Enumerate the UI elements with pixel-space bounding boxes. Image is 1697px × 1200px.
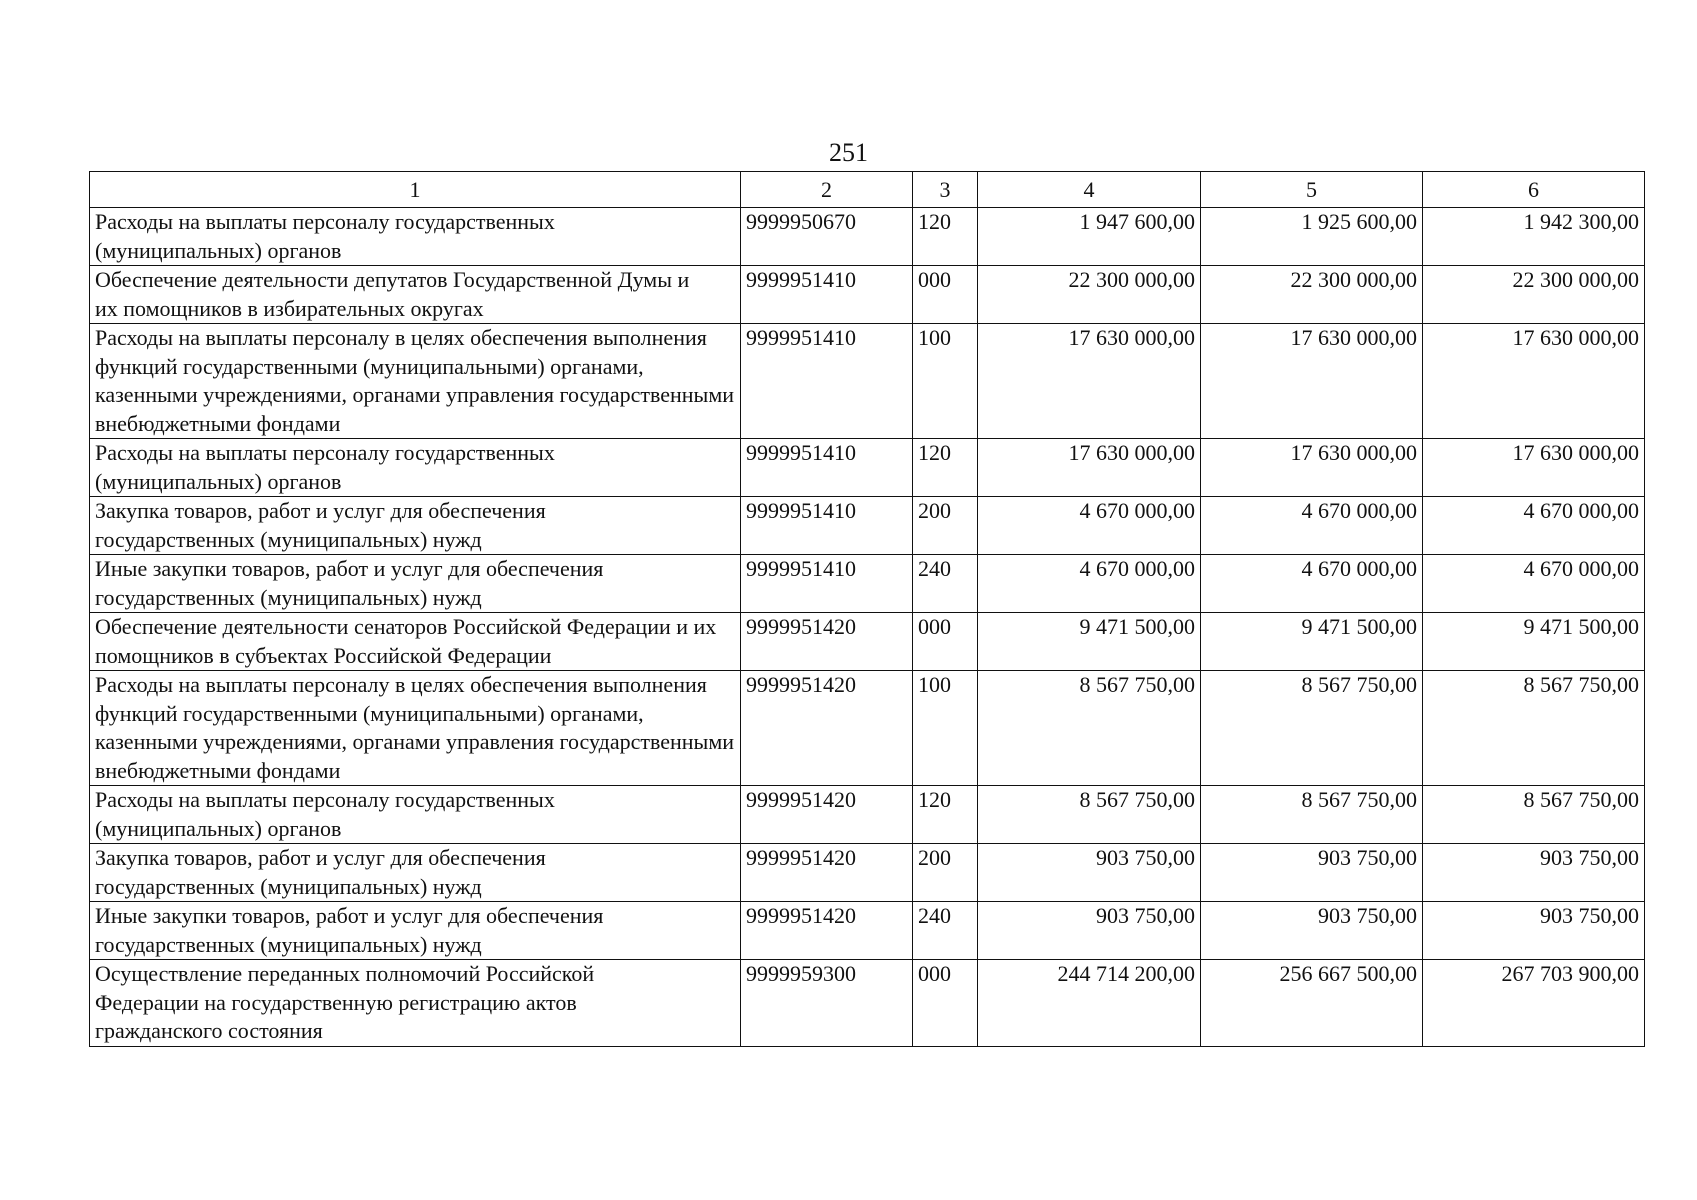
row-amount-4: 4 670 000,00 <box>978 497 1201 555</box>
row-code: 9999951420 <box>741 844 913 902</box>
row-type: 200 <box>913 844 978 902</box>
row-amount-4: 8 567 750,00 <box>978 786 1201 844</box>
row-code: 9999951420 <box>741 671 913 786</box>
table-row <box>90 786 1645 844</box>
row-amount-5: 4 670 000,00 <box>1201 497 1423 555</box>
row-code: 9999951410 <box>741 497 913 555</box>
table-row <box>90 439 1645 497</box>
row-code: 9999951410 <box>741 439 913 497</box>
column-header: 2 <box>741 172 913 208</box>
row-name: Осуществление переданных полномочий Российской Федерации на государственную регистрацию актов гражданского состояния <box>90 960 741 1047</box>
row-amount-6: 4 670 000,00 <box>1423 555 1645 613</box>
row-amount-5: 8 567 750,00 <box>1201 786 1423 844</box>
row-name: Расходы на выплаты персоналу государственных (муниципальных) органов <box>90 439 741 497</box>
row-amount-4: 903 750,00 <box>978 902 1201 960</box>
table-header-row <box>90 172 1645 208</box>
row-code: 9999951410 <box>741 324 913 439</box>
row-amount-6: 17 630 000,00 <box>1423 324 1645 439</box>
row-name: Расходы на выплаты персоналу государственных (муниципальных) органов <box>90 208 741 266</box>
row-type: 000 <box>913 613 978 671</box>
table-row <box>90 497 1645 555</box>
row-code: 9999951410 <box>741 266 913 324</box>
row-type: 200 <box>913 497 978 555</box>
table-row <box>90 555 1645 613</box>
row-code: 9999951420 <box>741 786 913 844</box>
row-name: Расходы на выплаты персоналу государственных (муниципальных) органов <box>90 786 741 844</box>
row-amount-4: 9 471 500,00 <box>978 613 1201 671</box>
row-type: 120 <box>913 786 978 844</box>
row-type: 120 <box>913 208 978 266</box>
row-amount-4: 17 630 000,00 <box>978 439 1201 497</box>
row-code: 9999950670 <box>741 208 913 266</box>
column-header: 5 <box>1201 172 1423 208</box>
row-amount-5: 17 630 000,00 <box>1201 439 1423 497</box>
column-header: 6 <box>1423 172 1645 208</box>
column-header: 3 <box>913 172 978 208</box>
row-type: 120 <box>913 439 978 497</box>
table-row <box>90 671 1645 786</box>
row-amount-4: 1 947 600,00 <box>978 208 1201 266</box>
row-amount-4: 8 567 750,00 <box>978 671 1201 786</box>
row-name: Расходы на выплаты персоналу в целях обеспечения выполнения функций государственными (муниципальными) органами, казенными учреждениями, органами управления государственными внебюджетными фондами <box>90 324 741 439</box>
table-row <box>90 324 1645 439</box>
row-type: 240 <box>913 902 978 960</box>
row-name: Закупка товаров, работ и услуг для обеспечения государственных (муниципальных) нужд <box>90 497 741 555</box>
row-type: 240 <box>913 555 978 613</box>
row-amount-6: 22 300 000,00 <box>1423 266 1645 324</box>
row-amount-5: 8 567 750,00 <box>1201 671 1423 786</box>
row-amount-4: 4 670 000,00 <box>978 555 1201 613</box>
row-name: Иные закупки товаров, работ и услуг для обеспечения государственных (муниципальных) нужд <box>90 902 741 960</box>
row-name: Закупка товаров, работ и услуг для обеспечения государственных (муниципальных) нужд <box>90 844 741 902</box>
row-amount-6: 267 703 900,00 <box>1423 960 1645 1047</box>
row-code: 9999951420 <box>741 613 913 671</box>
row-amount-4: 244 714 200,00 <box>978 960 1201 1047</box>
table-row <box>90 613 1645 671</box>
column-header: 4 <box>978 172 1201 208</box>
row-amount-5: 22 300 000,00 <box>1201 266 1423 324</box>
page-number: 251 <box>829 138 868 167</box>
row-amount-5: 17 630 000,00 <box>1201 324 1423 439</box>
row-amount-5: 903 750,00 <box>1201 844 1423 902</box>
row-amount-6: 17 630 000,00 <box>1423 439 1645 497</box>
row-amount-6: 1 942 300,00 <box>1423 208 1645 266</box>
row-code: 9999951410 <box>741 555 913 613</box>
row-amount-4: 17 630 000,00 <box>978 324 1201 439</box>
row-name: Иные закупки товаров, работ и услуг для обеспечения государственных (муниципальных) нужд <box>90 555 741 613</box>
row-amount-6: 9 471 500,00 <box>1423 613 1645 671</box>
row-amount-5: 256 667 500,00 <box>1201 960 1423 1047</box>
row-amount-4: 903 750,00 <box>978 844 1201 902</box>
row-amount-5: 4 670 000,00 <box>1201 555 1423 613</box>
row-name: Расходы на выплаты персоналу в целях обеспечения выполнения функций государственными (муниципальными) органами, казенными учреждениями, органами управления государственными внебюджетными фондами <box>90 671 741 786</box>
row-name: Обеспечение деятельности депутатов Государственной Думы и их помощников в избирательных округах <box>90 266 741 324</box>
row-code: 9999951420 <box>741 902 913 960</box>
table-row <box>90 208 1645 266</box>
row-type: 000 <box>913 266 978 324</box>
row-amount-6: 4 670 000,00 <box>1423 497 1645 555</box>
row-type: 100 <box>913 324 978 439</box>
row-amount-4: 22 300 000,00 <box>978 266 1201 324</box>
row-name: Обеспечение деятельности сенаторов Российской Федерации и их помощников в субъектах Российской Федерации <box>90 613 741 671</box>
table-row <box>90 902 1645 960</box>
row-code: 9999959300 <box>741 960 913 1047</box>
table-row <box>90 844 1645 902</box>
row-amount-6: 8 567 750,00 <box>1423 671 1645 786</box>
budget-table <box>89 171 1645 1047</box>
row-type: 100 <box>913 671 978 786</box>
column-header: 1 <box>90 172 741 208</box>
row-amount-6: 903 750,00 <box>1423 902 1645 960</box>
row-amount-6: 8 567 750,00 <box>1423 786 1645 844</box>
table-row <box>90 960 1645 1047</box>
row-type: 000 <box>913 960 978 1047</box>
row-amount-5: 1 925 600,00 <box>1201 208 1423 266</box>
row-amount-5: 903 750,00 <box>1201 902 1423 960</box>
row-amount-5: 9 471 500,00 <box>1201 613 1423 671</box>
row-amount-6: 903 750,00 <box>1423 844 1645 902</box>
table-row <box>90 266 1645 324</box>
